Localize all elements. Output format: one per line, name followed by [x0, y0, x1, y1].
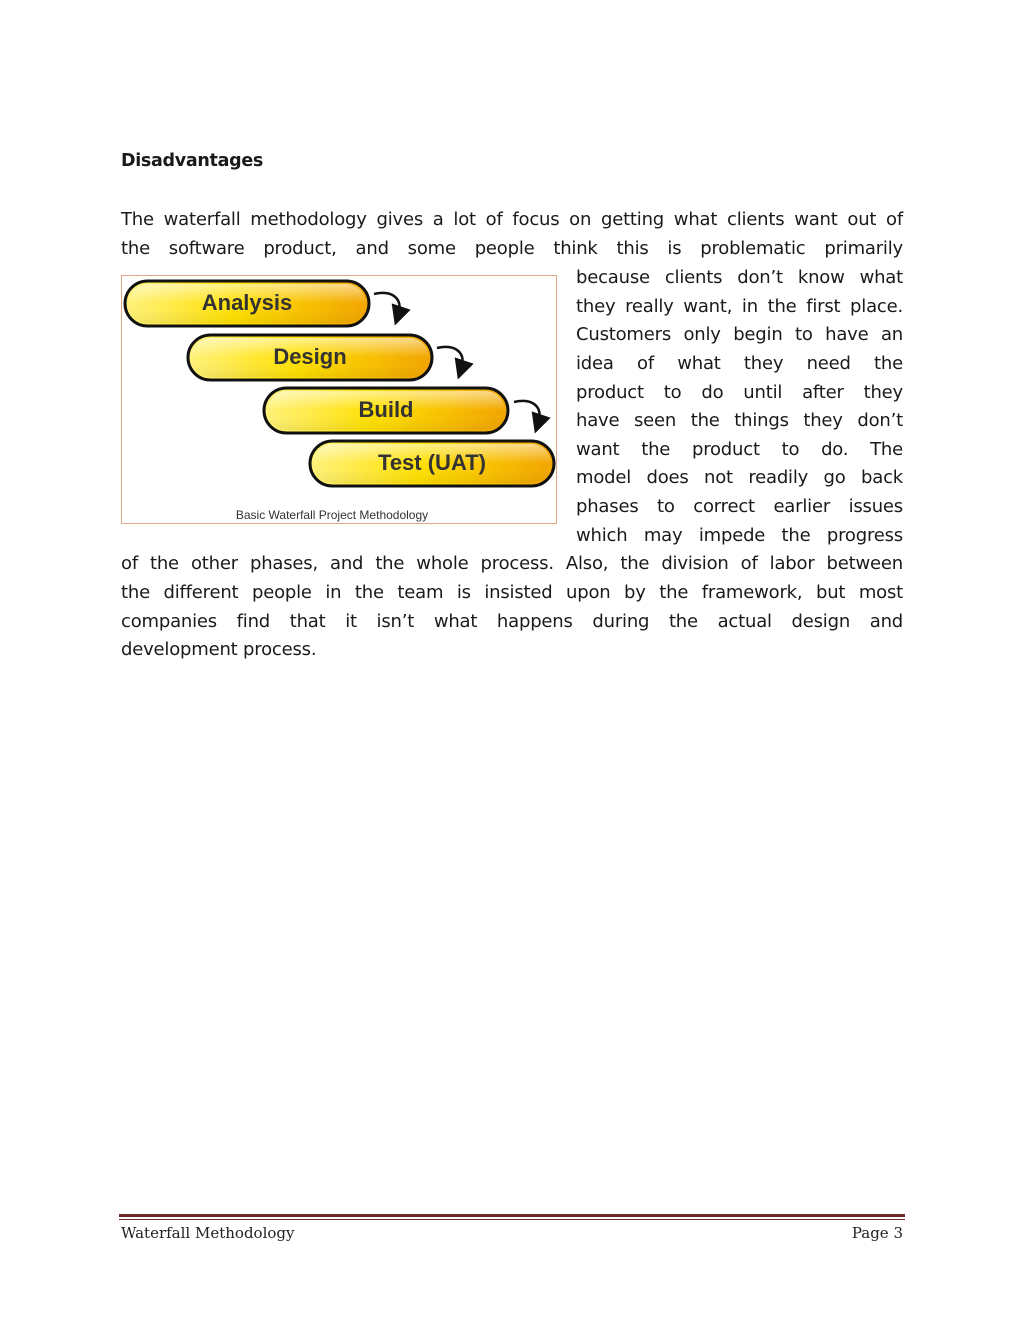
phase-test — [310, 441, 554, 486]
paragraph-line: product to do until after they — [576, 382, 903, 403]
paragraph-line: they really want, in the first place. — [576, 296, 903, 317]
paragraph-line: want the product to do. The — [576, 439, 903, 460]
paragraph-line: the different people in the team is insisted upon by the framework, but most — [121, 582, 903, 603]
phase-label: Analysis — [201, 290, 293, 315]
arrow-icon — [514, 401, 540, 424]
paragraph-line: model does not readily go back — [576, 467, 903, 488]
footer-divider-thin — [119, 1219, 905, 1220]
phase-design — [188, 335, 432, 380]
paragraph-line: development process. — [121, 639, 317, 660]
paragraph-line: of the other phases, and the whole process. Also, the division of labor between — [121, 553, 903, 574]
phase-build — [264, 388, 508, 433]
phase-label: Test (UAT) — [378, 450, 486, 475]
arrow-icon — [374, 293, 400, 316]
footer-title: Waterfall Methodology — [121, 1224, 295, 1242]
paragraph-line: have seen the things they don’t — [576, 410, 903, 431]
figure-caption: Basic Waterfall Project Methodology — [235, 508, 429, 522]
phase-label: Design — [273, 344, 347, 369]
paragraph-line: the software product, and some people think this is problematic primarily — [121, 238, 903, 259]
paragraph-line: companies find that it isn’t what happens during the actual design and — [121, 611, 903, 632]
waterfall-diagram-figure — [121, 275, 557, 524]
paragraph-line: phases to correct earlier issues — [576, 496, 903, 517]
paragraph-line: because clients don’t know what — [576, 267, 903, 288]
page-number: Page 3 — [851, 1224, 903, 1242]
paragraph-line: Customers only begin to have an — [576, 324, 903, 345]
section-heading: Disadvantages — [121, 151, 264, 171]
phase-label: Build — [358, 397, 414, 422]
paragraph-line: The waterfall methodology gives a lot of focus on getting what clients want out of — [121, 209, 903, 230]
arrow-icon — [437, 347, 463, 370]
paragraph-line: which may impede the progress — [576, 525, 903, 546]
footer-divider — [119, 1214, 905, 1217]
phase-analysis — [125, 281, 369, 326]
waterfall-diagram — [122, 276, 556, 523]
paragraph-line: idea of what they need the — [576, 353, 903, 374]
